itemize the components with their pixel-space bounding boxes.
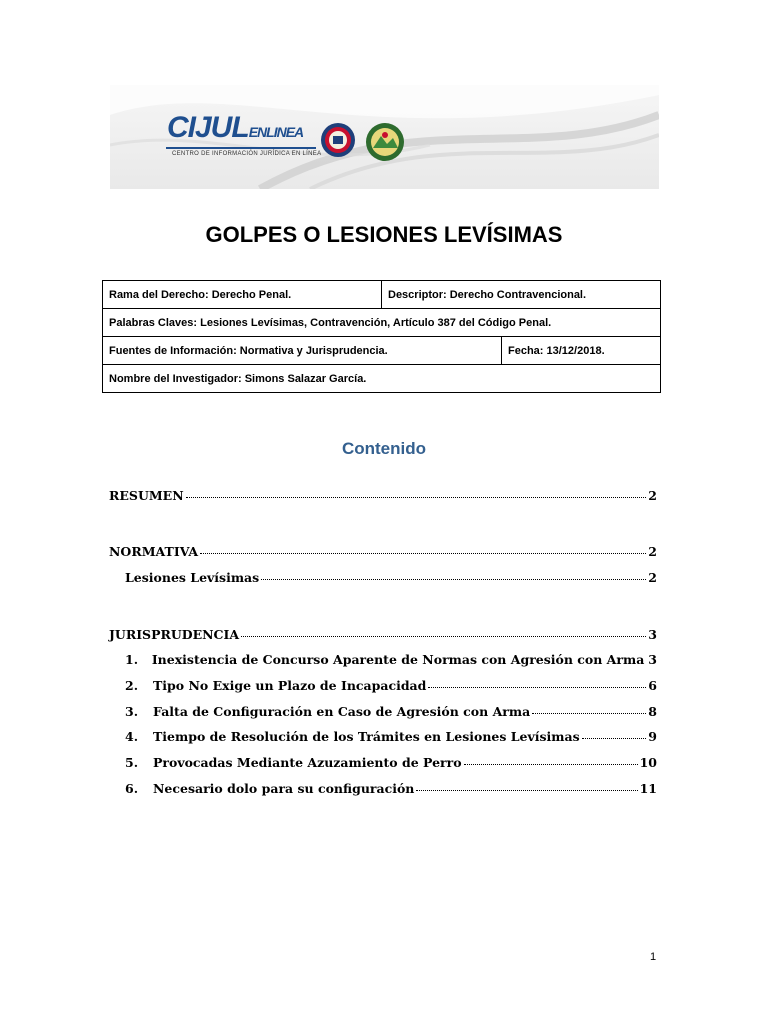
toc-leader (261, 579, 646, 580)
toc-page: 2 (648, 544, 657, 559)
investigador-cell: Nombre del Investigador: Simons Salazar García. (103, 365, 661, 393)
toc-item-normativa[interactable] (109, 544, 657, 559)
palabras-claves-cell: Palabras Claves: Lesiones Levísimas, Contravención, Artículo 387 del Código Penal. (103, 309, 661, 337)
logo-sub-text: ENLINEA (248, 124, 304, 140)
toc-label: NORMATIVA (109, 544, 199, 559)
logo-underline (166, 147, 316, 149)
contents-heading: Contenido (341, 439, 427, 458)
page-number: 1 (650, 951, 657, 963)
toc-page: 6 (648, 678, 657, 693)
toc-page: 9 (648, 729, 657, 744)
toc-label: Tipo No Exige un Plazo de Incapacidad (153, 678, 427, 693)
toc-label: Inexistencia de Concurso Aparente de Normas con Agresión con Arma (151, 652, 645, 667)
toc-label: Provocadas Mediante Azuzamiento de Perro (153, 755, 462, 770)
toc-page: 8 (648, 704, 657, 719)
toc-item-lesiones-levisimas[interactable] (125, 570, 657, 585)
metadata-table (102, 280, 661, 393)
logo-main-text: CIJUL (167, 111, 249, 144)
toc-item-resumen[interactable] (109, 488, 657, 503)
cijul-logo (167, 111, 303, 145)
toc-item-3[interactable] (125, 704, 657, 719)
toc-number: 6. (125, 781, 139, 796)
toc-number: 5. (125, 755, 139, 770)
fecha-cell: Fecha: 13/12/2018. (502, 337, 661, 365)
toc-leader (186, 497, 647, 498)
toc-page: 2 (648, 488, 657, 503)
descriptor-cell: Descriptor: Derecho Contravencional. (382, 281, 661, 309)
toc-leader (464, 764, 638, 765)
university-seal-icon (320, 122, 356, 158)
toc-item-4[interactable] (125, 729, 657, 744)
toc-label: JURISPRUDENCIA (109, 627, 240, 642)
toc-item-6[interactable] (125, 781, 657, 796)
toc-item-1[interactable] (125, 652, 657, 667)
toc-leader (582, 738, 647, 739)
toc-leader (532, 713, 646, 714)
document-title: GOLPES O LESIONES LEVÍSIMAS (205, 222, 563, 247)
toc-label: Falta de Configuración en Caso de Agresión con Arma (153, 704, 531, 719)
header-banner (110, 85, 659, 189)
faculty-seal-icon (365, 122, 405, 162)
toc-number: 1. (125, 652, 139, 667)
toc-label: RESUMEN (109, 488, 184, 503)
toc-leader (200, 553, 646, 554)
toc-label: Lesiones Levísimas (125, 570, 260, 585)
toc-item-2[interactable] (125, 678, 657, 693)
toc-page: 3 (648, 652, 657, 667)
toc-leader (241, 636, 646, 637)
logo-caption: CENTRO DE INFORMACIÓN JURÍDICA EN LÍNEA (172, 151, 322, 157)
toc-label: Necesario dolo para su configuración (153, 781, 415, 796)
toc-page: 3 (648, 627, 657, 642)
toc-number: 3. (125, 704, 139, 719)
rama-cell: Rama del Derecho: Derecho Penal. (103, 281, 382, 309)
toc-number: 4. (125, 729, 139, 744)
toc-page: 2 (648, 570, 657, 585)
toc-page: 11 (639, 781, 657, 796)
toc-item-5[interactable] (125, 755, 657, 770)
toc-leader (428, 687, 646, 688)
toc-item-jurisprudencia[interactable] (109, 627, 657, 642)
toc-leader (416, 790, 637, 791)
toc-label: Tiempo de Resolución de los Trámites en Lesiones Levísimas (153, 729, 580, 744)
fuentes-cell: Fuentes de Información: Normativa y Jurisprudencia. (103, 337, 502, 365)
toc-page: 10 (639, 755, 657, 770)
toc-number: 2. (125, 678, 139, 693)
